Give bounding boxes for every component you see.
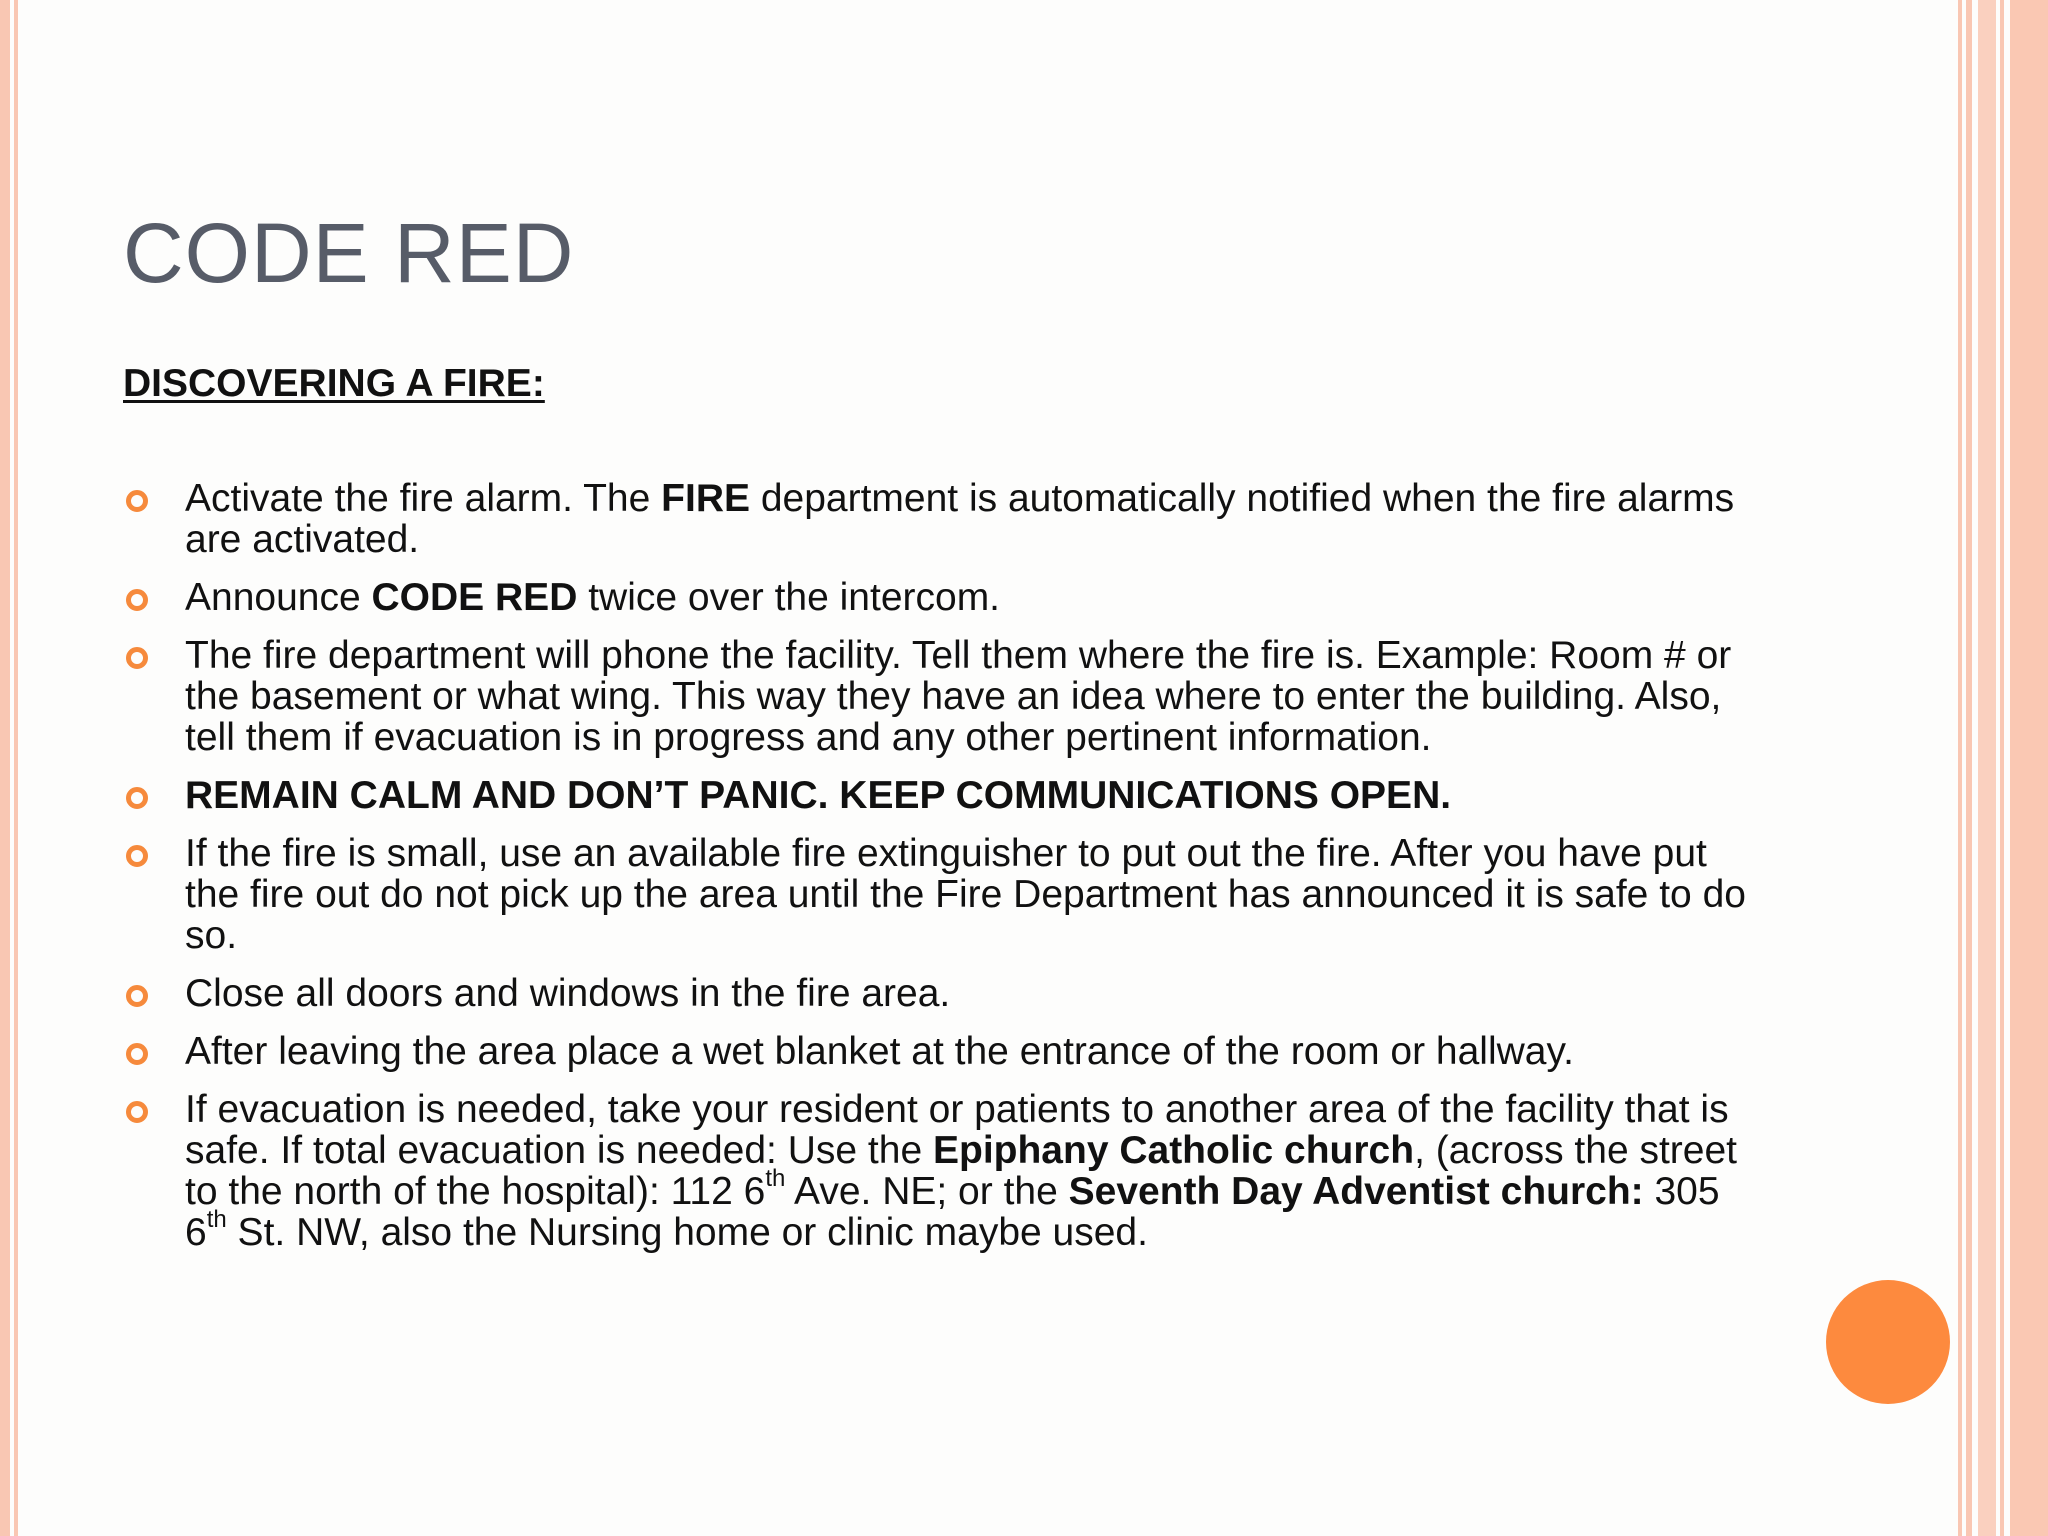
bullet-item bbox=[123, 1031, 1763, 1072]
bullet-item bbox=[123, 833, 1763, 956]
slide-title: CODE RED bbox=[123, 206, 575, 300]
bullet-item bbox=[123, 1089, 1763, 1253]
orange-circle-decoration bbox=[1826, 1280, 1950, 1404]
section-heading: DISCOVERING A FIRE: bbox=[123, 362, 545, 405]
bullet-item bbox=[123, 635, 1763, 758]
bullet-text: , (across the street to the north of the hospital): 112 6 bbox=[185, 1129, 1738, 1213]
right-border-stripe bbox=[1958, 0, 1962, 1536]
bullet-text: twice over the intercom. bbox=[577, 576, 1001, 619]
bullet-icon bbox=[126, 1101, 148, 1123]
bullet-text: If the fire is small, use an available fire extinguisher to put out the fire. After you have put the fire out do not pick up the area until the Fire Department has announced it is safe to do so. bbox=[185, 832, 1746, 957]
bullet-text: Close all doors and windows in the fire area. bbox=[185, 972, 951, 1015]
bullet-icon bbox=[126, 490, 148, 512]
bullet-icon bbox=[126, 1043, 148, 1065]
right-border-stripe bbox=[1966, 0, 1972, 1536]
right-border-stripe bbox=[2000, 0, 2004, 1536]
bullet-text-superscript: th bbox=[765, 1165, 786, 1192]
bullet-text: The fire department will phone the facility. Tell them where the fire is. Example: Room # or the basement or what wing. This way they have an idea where to enter the building. Also, tell them if evacuation is in progress and any other pertinent information. bbox=[185, 634, 1732, 759]
bullet-text: department is automatically notified when the fire alarms are activated. bbox=[185, 477, 1735, 561]
bullet-text-superscript: th bbox=[206, 1206, 227, 1233]
bullet-list bbox=[123, 478, 1763, 1270]
bullet-text-bold: Epiphany Catholic church bbox=[932, 1129, 1415, 1172]
bullet-icon bbox=[126, 647, 148, 669]
bullet-item bbox=[123, 478, 1763, 560]
bullet-text-bold: CODE RED bbox=[371, 576, 578, 619]
bullet-item bbox=[123, 973, 1763, 1014]
bullet-text: St. NW, also the Nursing home or clinic maybe used. bbox=[226, 1211, 1148, 1254]
bullet-text-bold: REMAIN CALM AND DON’T PANIC. KEEP COMMUNICATIONS OPEN. bbox=[185, 774, 1452, 817]
bullet-text: Activate the fire alarm. The bbox=[185, 477, 662, 520]
bullet-icon bbox=[126, 589, 148, 611]
bullet-text-bold: FIRE bbox=[661, 477, 750, 520]
bullet-text: After leaving the area place a wet blanket at the entrance of the room or hallway. bbox=[185, 1030, 1574, 1073]
bullet-text-bold: Seventh Day Adventist church: bbox=[1068, 1170, 1644, 1213]
left-border-stripe bbox=[0, 0, 10, 1536]
bullet-icon bbox=[126, 845, 148, 867]
bullet-text: Announce bbox=[185, 576, 372, 619]
bullet-text: Ave. NE; or the bbox=[785, 1170, 1069, 1213]
right-border-stripe bbox=[2010, 0, 2048, 1536]
bullet-icon bbox=[126, 787, 148, 809]
bullet-icon bbox=[126, 985, 148, 1007]
bullet-item bbox=[123, 775, 1763, 816]
left-border-stripe-thin bbox=[14, 0, 18, 1536]
right-border-stripe bbox=[1978, 0, 1996, 1536]
bullet-text: 305 6 bbox=[185, 1170, 1720, 1254]
bullet-text: If evacuation is needed, take your resident or patients to another area of the facility that is safe. If total evacuation is needed: Use the bbox=[185, 1088, 1729, 1172]
bullet-item bbox=[123, 577, 1763, 618]
